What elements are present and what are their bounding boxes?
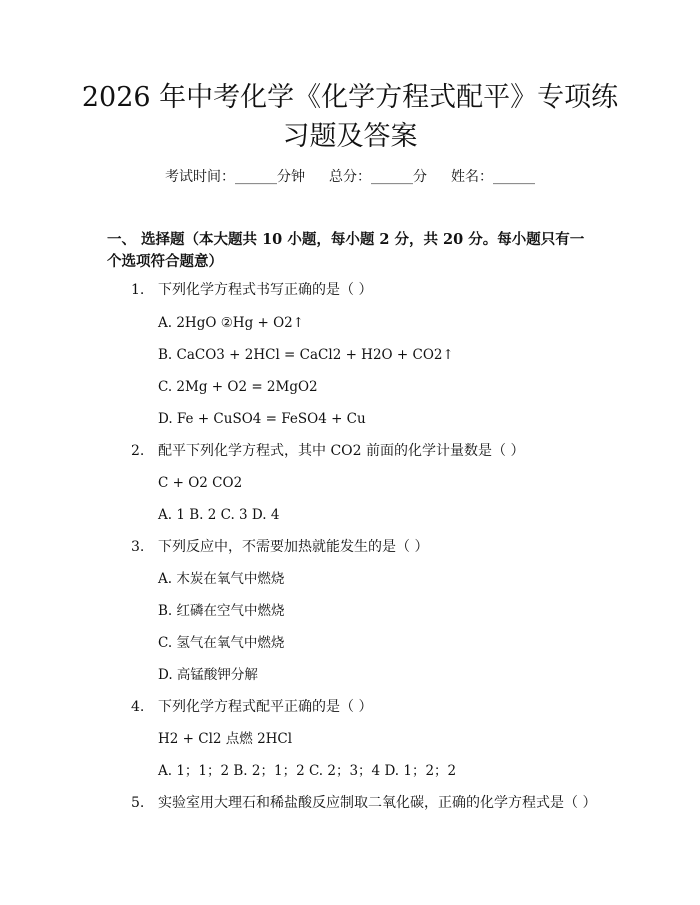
question-3 bbox=[131, 537, 428, 557]
question-4 bbox=[131, 697, 372, 717]
question-1-line-3: C. 2Mg + O2 = 2MgO2 bbox=[158, 379, 318, 395]
question-number: 2. bbox=[131, 443, 145, 459]
exam-meta bbox=[0, 167, 700, 187]
question-3-line-1: A. 木炭在氧气中燃烧 bbox=[158, 571, 285, 587]
exam-time: 考试时间：______分钟 bbox=[165, 169, 305, 185]
exam-name: 姓名：______ bbox=[451, 169, 535, 185]
question-text: 下列反应中，不需要加热就能发生的是（ ） bbox=[158, 539, 429, 555]
question-1-line-2: B. CaCO3 + 2HCl = CaCl2 + H2O + CO2↑ bbox=[158, 347, 454, 363]
question-text: 实验室用大理石和稀盐酸反应制取二氧化碳，正确的化学方程式是（ ） bbox=[158, 795, 597, 811]
question-2-line-1: C + O2 CO2 bbox=[158, 475, 243, 491]
question-2-line-2: A. 1 B. 2 C. 3 D. 4 bbox=[158, 507, 280, 523]
question-1-line-4: D. Fe + CuSO4 = FeSO4 + Cu bbox=[158, 411, 366, 427]
question-3-line-3: C. 氢气在氧气中燃烧 bbox=[158, 635, 285, 651]
title-line-1: 2026 年中考化学《化学方程式配平》专项练 bbox=[81, 82, 619, 113]
question-1 bbox=[131, 280, 372, 300]
question-3-line-2: B. 红磷在空气中燃烧 bbox=[158, 603, 285, 619]
question-text: 下列化学方程式书写正确的是（ ） bbox=[158, 282, 373, 298]
question-1-line-1: A. 2HgO ②Hg + O2↑ bbox=[158, 315, 305, 331]
question-number: 5. bbox=[131, 795, 145, 811]
exam-score: 总分：______分 bbox=[329, 169, 427, 185]
question-text: 下列化学方程式配平正确的是（ ） bbox=[158, 699, 373, 715]
document-title bbox=[60, 78, 640, 156]
question-text: 配平下列化学方程式，其中 CO2 前面的化学计量数是（ ） bbox=[158, 443, 525, 459]
question-3-line-4: D. 高锰酸钾分解 bbox=[158, 667, 258, 683]
section-heading: 一、 选择题（本大题共 10 小题，每小题 2 分，共 20 分。每小题只有一个选项符合题意） bbox=[107, 231, 585, 270]
question-5 bbox=[131, 793, 596, 813]
question-number: 3. bbox=[131, 539, 145, 555]
question-number: 1. bbox=[131, 282, 145, 298]
question-4-line-2: A. 1；1；2 B. 2；1；2 C. 2；3；4 D. 1；2；2 bbox=[158, 763, 457, 779]
question-4-line-1: H2 + Cl2 点燃 2HCl bbox=[158, 731, 293, 747]
title-line-2: 习题及答案 bbox=[282, 121, 418, 152]
question-number: 4. bbox=[131, 699, 145, 715]
question-2 bbox=[131, 441, 524, 461]
